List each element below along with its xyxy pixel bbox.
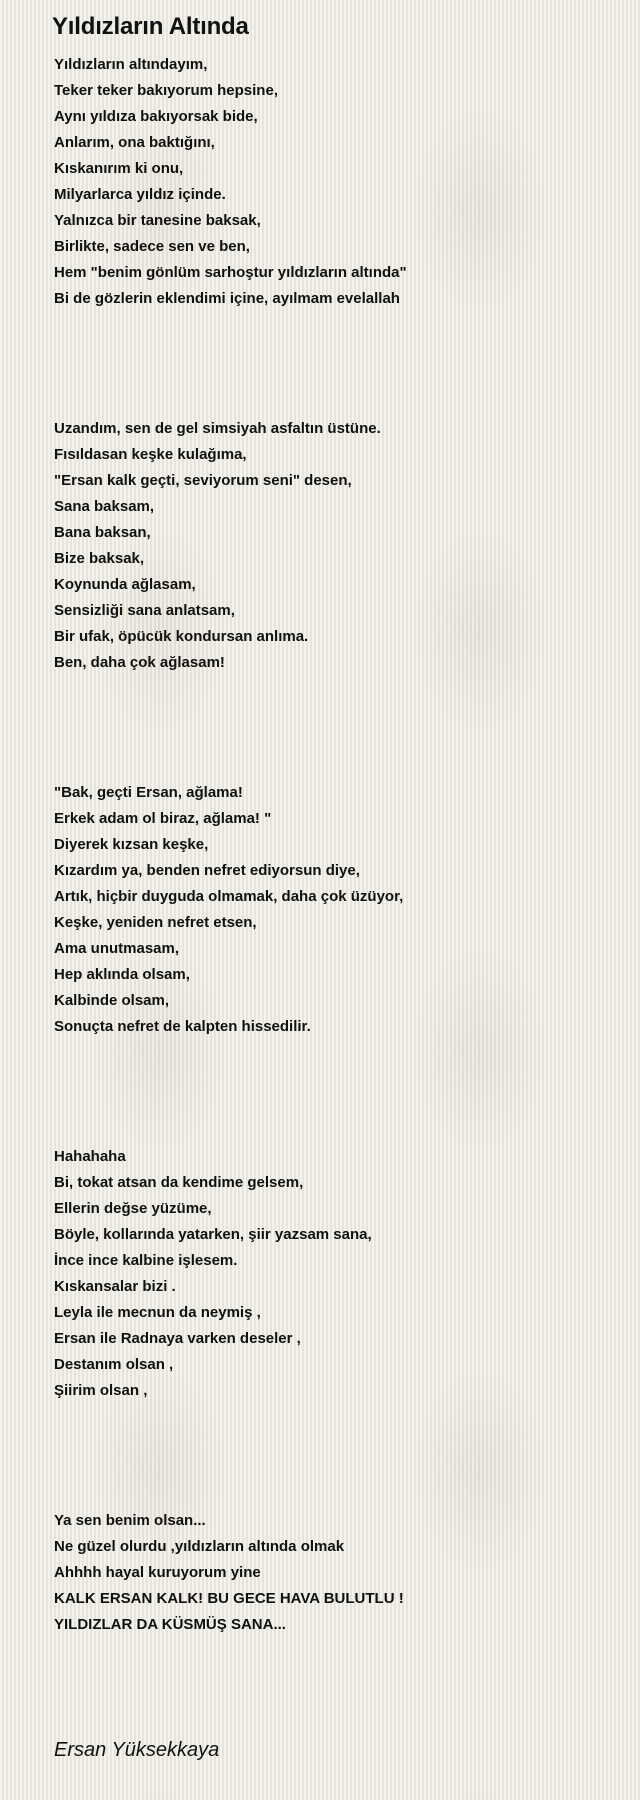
poem-stanza [54,416,614,676]
poem-line: "Ersan kalk geçti, seviyorum seni" desen, [54,472,352,489]
poem-line: KALK ERSAN KALK! BU GECE HAVA BULUTLU ! [54,1590,404,1607]
poem-line: Şiirim olsan , [54,1382,148,1399]
poem-line: Sana baksam, [54,498,155,515]
poem-author: Ersan Yüksekkaya [54,1739,220,1761]
poem-line: Fısıldasan keşke kulağıma, [54,446,247,463]
poem-line: Aynı yıldıza bakıyorsak bide, [54,108,258,125]
poem-line: Böyle, kollarında yatarken, şiir yazsam sana, [54,1226,372,1243]
poem-line: Kalbinde olsam, [54,992,170,1009]
poem-line: İnce ince kalbine işlesem. [54,1252,238,1269]
poem-line: Erkek adam ol biraz, ağlama! " [54,810,272,827]
poem-body [54,52,614,1638]
poem-line: Milyarlarca yıldız içinde. [54,186,226,203]
poem-line: Ya sen benim olsan... [54,1512,206,1529]
poem-line: Keşke, yeniden nefret etsen, [54,914,257,931]
poem-line: Bir ufak, öpücük kondursan anlıma. [54,628,309,645]
poem-line: Diyerek kızsan keşke, [54,836,209,853]
poem-line: Anlarım, ona baktığını, [54,134,215,151]
poem-line: Ahhhh hayal kuruyorum yine [54,1564,261,1581]
poem-line: "Bak, geçti Ersan, ağlama! [54,784,243,801]
poem-line: Ama unutmasam, [54,940,180,957]
poem-line: Artık, hiçbir duyguda olmamak, daha çok üzüyor, [54,888,404,905]
poem-line: Bize baksak, [54,550,145,567]
poem-line: Yalnızca bir tanesine baksak, [54,212,261,229]
poem-line: Hem "benim gönlüm sarhoştur yıldızların altında" [54,264,407,281]
poem-line: Bi de gözlerin eklendimi içine, ayılmam evelallah [54,290,400,307]
poem-line: Hahahaha [54,1148,126,1165]
poem-line: Leyla ile mecnun da neymiş , [54,1304,261,1321]
poem-line: Destanım olsan , [54,1356,174,1373]
poem-line: Ellerin değse yüzüme, [54,1200,212,1217]
poem-line: Ne güzel olurdu ,yıldızların altında olmak [54,1538,345,1555]
poem-line: Hep aklında olsam, [54,966,190,983]
poem-line: Yıldızların altındayım, [54,56,208,73]
poem-line: Ben, daha çok ağlasam! [54,654,225,671]
poem-line: Birlikte, sadece sen ve ben, [54,238,250,255]
poem-line: Koynunda ağlasam, [54,576,196,593]
poem-stanza [54,1508,614,1638]
poem-line: Kıskansalar bizi . [54,1278,176,1295]
poem-title: Yıldızların Altında [52,13,249,40]
poem-line: Ersan ile Radnaya varken deseler , [54,1330,301,1347]
poem-stanza [54,780,614,1040]
poem-line: Sensizliği sana anlatsam, [54,602,235,619]
poem-line: YILDIZLAR DA KÜSMÜŞ SANA... [54,1616,286,1633]
poem-line: Teker teker bakıyorum hepsine, [54,82,278,99]
poem-line: Uzandım, sen de gel simsiyah asfaltın üstüne. [54,420,381,437]
poem-line: Kıskanırım ki onu, [54,160,184,177]
poem-line: Bana baksan, [54,524,151,541]
poem-stanza [54,1144,614,1404]
poem-stanza [54,52,614,312]
poem-line: Bi, tokat atsan da kendime gelsem, [54,1174,304,1191]
poem-line: Sonuçta nefret de kalpten hissedilir. [54,1018,311,1035]
poem-line: Kızardım ya, benden nefret ediyorsun diye, [54,862,360,879]
